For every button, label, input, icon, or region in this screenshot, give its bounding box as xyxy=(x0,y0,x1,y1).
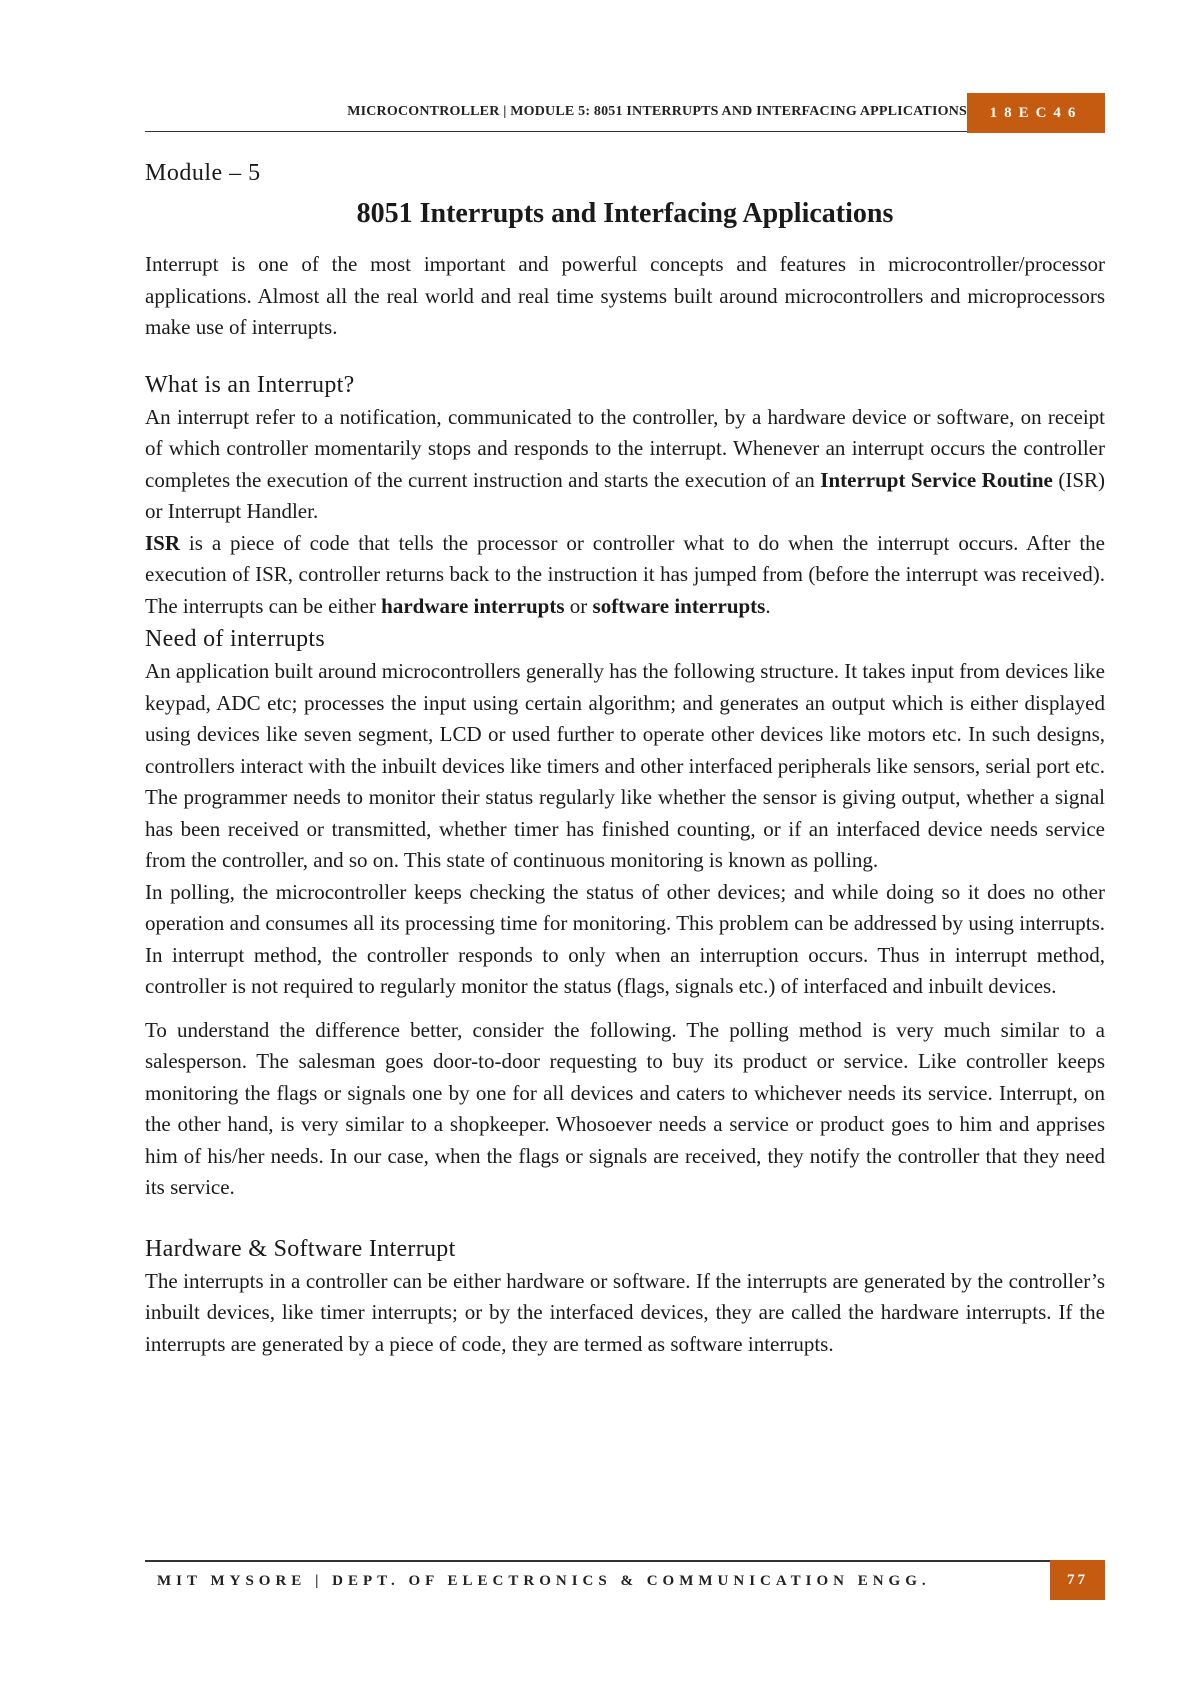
page-number-badge: 77 xyxy=(1050,1560,1105,1600)
header-title: MICROCONTROLLER | MODULE 5: 8051 INTERRUPTS AND INTERFACING APPLICATIONS xyxy=(347,104,967,119)
footer-divider xyxy=(145,1560,1050,1562)
bold-term-isr-full: Interrupt Service Routine xyxy=(820,467,1053,492)
intro-paragraph: Interrupt is one of the most important and powerful concepts and features in microcontroller/processor applications. Almost all the real world and real time systems built around microcontrollers and microprocessors make use of interrupts. xyxy=(145,252,1105,339)
bold-term-software-interrupts: software interrupts xyxy=(592,593,766,618)
page-title: 8051 Interrupts and Interfacing Applications xyxy=(356,197,894,229)
document-body xyxy=(145,158,1105,1360)
section-heading-need-of-interrupts: Need of interrupts xyxy=(145,626,326,652)
bold-term-isr: ISR xyxy=(145,530,181,555)
section-heading-what-is-interrupt: What is an Interrupt? xyxy=(145,371,355,398)
bold-term-hardware-interrupts: hardware interrupts xyxy=(381,593,565,618)
need-paragraph-1: An application built around microcontrollers generally has the following structure. It takes input from devices like keypad, ADC etc; processes the input using certain algorithm; and generates an output which is either displayed using devices like seven segment, LCD or used further to operate other devices like motors etc. In such designs, controllers interact with the inbuilt devices like timers and other interfaced peripherals like sensors, serial port etc. The programmer needs to monitor their status regularly like whether the sensor is giving output, whether a signal has been received or transmitted, whether timer has finished counting, or if an interfaced device needs service from the controller, and so on. This state of continuous monitoring is known as polling. xyxy=(145,659,1105,872)
what-is-paragraph-1: An interrupt refer to a notification, communicated to the controller, by a hardware device or software, on receipt of which controller momentarily stops and responds to the interrupt. Whenever an interrupt occurs the controller completes the execution of the current instruction and starts the execution of an Interrupt Service Routine (ISR) or Interrupt Handler. xyxy=(145,404,1105,523)
page-footer xyxy=(145,1560,1105,1600)
need-paragraph-3: To understand the difference better, consider the following. The polling method is very much similar to a salesperson. The salesman goes door-to-door requesting to buy its product or service. Like controller keeps monitoring the flags or signals one by one for all devices and caters to whichever needs its service. Interrupt, on the other hand, is very similar to a shopkeeper. Whosoever needs a service or product goes to him and apprises him of his/her needs. In our case, when the flags or signals are received, they notify the controller that they need its service. xyxy=(145,1017,1105,1199)
need-paragraph-2: In polling, the microcontroller keeps checking the status of other devices; and while doing so it does no other operation and consumes all its processing time for monitoring. This problem can be addressed by using interrupts. In interrupt method, the controller responds to only when an interruption occurs. Thus in interrupt method, controller is not required to regularly monitor the status (flags, signals etc.) of interfaced and inbuilt devices. xyxy=(145,879,1105,998)
section-heading-hardware-software: Hardware & Software Interrupt xyxy=(145,1235,456,1262)
module-label: Module – 5 xyxy=(145,160,261,186)
header-divider xyxy=(145,131,967,132)
what-is-paragraph-2: ISR is a piece of code that tells the processor or controller what to do when the interrupt occurs. After the execution of ISR, controller returns back to the instruction it has jumped from (before the interrupt was received). The interrupts can be either hardware interrupts or software interrupts. xyxy=(145,530,1105,618)
page-header xyxy=(145,93,1105,133)
course-code-badge: 18EC46 xyxy=(967,93,1105,133)
footer-institution: MIT MYSORE | DEPT. OF ELECTRONICS & COMMUNICATION ENGG. xyxy=(157,1573,931,1589)
hw-sw-paragraph: The interrupts in a controller can be either hardware or software. If the interrupts are generated by the controller’s inbuilt devices, like timer interrupts; or by the interfaced devices, they are called the hardware interrupts. If the interrupts are generated by a piece of code, they are termed as software interrupts. xyxy=(145,1268,1105,1356)
